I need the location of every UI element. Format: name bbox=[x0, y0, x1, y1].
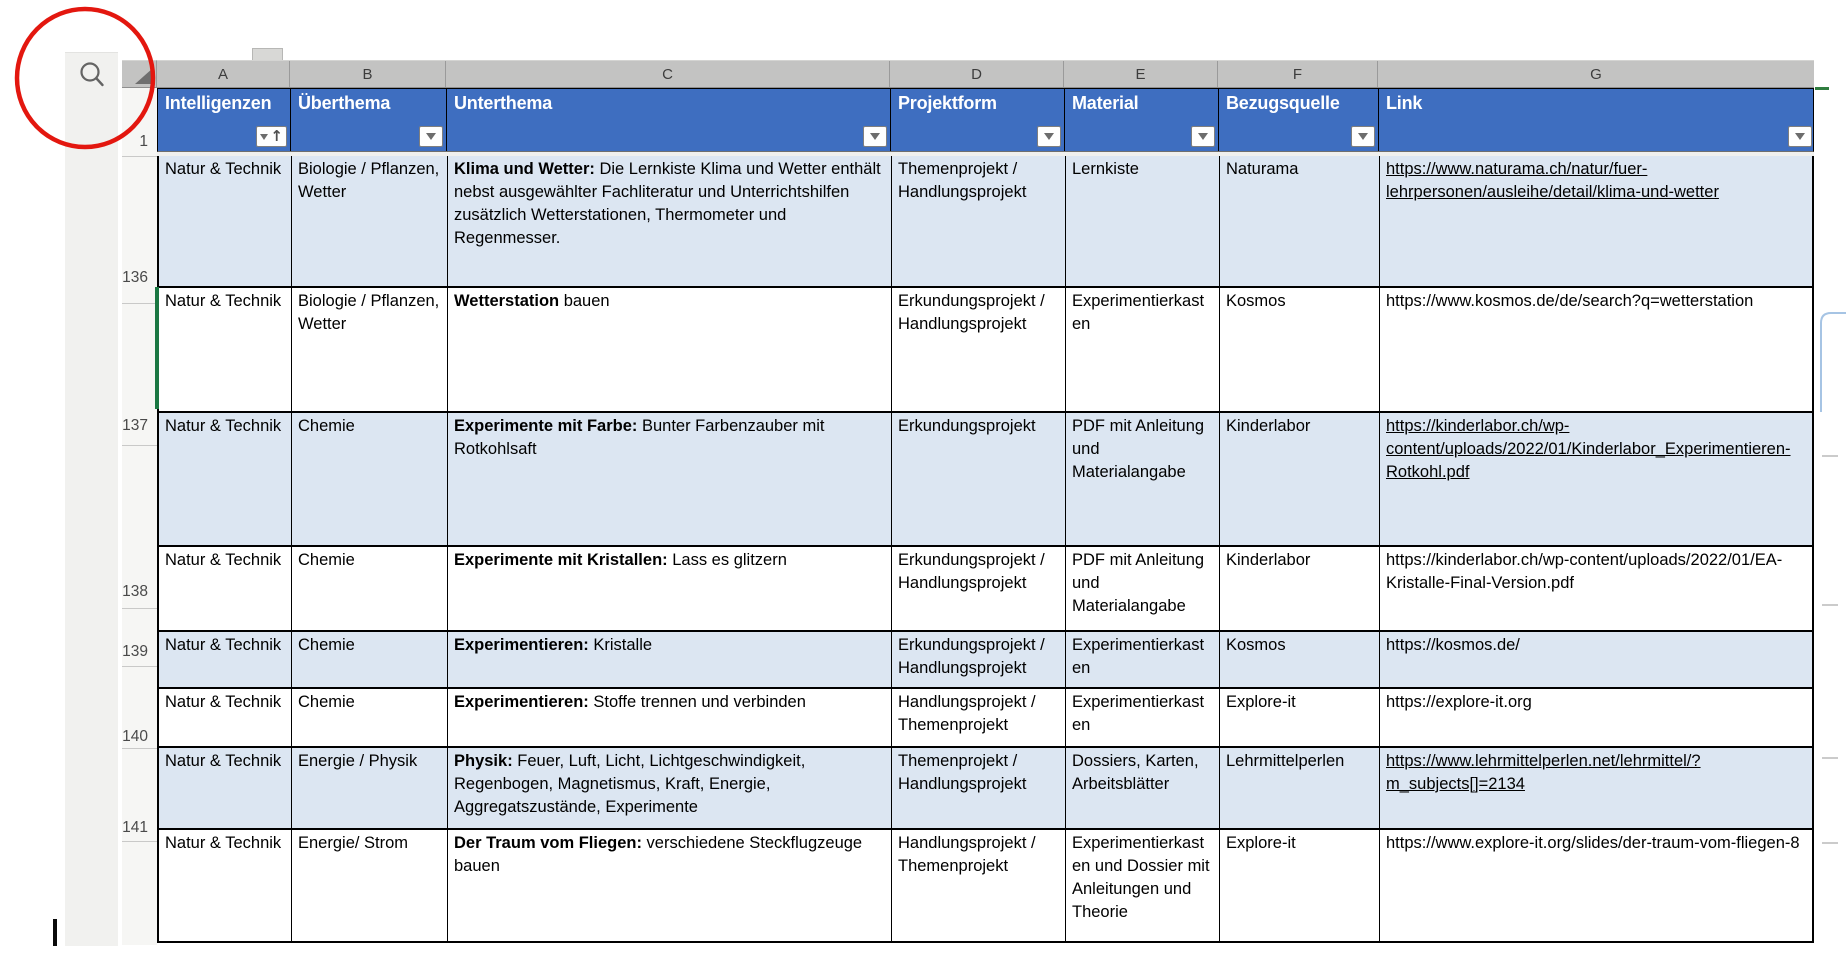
link-cell[interactable] bbox=[1380, 748, 1812, 828]
header-label: Bezugsquelle bbox=[1226, 93, 1340, 113]
row-separator bbox=[122, 445, 157, 446]
row-number[interactable]: 137 bbox=[122, 417, 148, 434]
row-number[interactable]: 139 bbox=[122, 643, 148, 660]
cell[interactable]: Experimentierkasten bbox=[1066, 632, 1220, 687]
filter-button[interactable] bbox=[1788, 126, 1812, 147]
row-number[interactable]: 1 bbox=[139, 133, 148, 150]
select-all-triangle-icon bbox=[135, 68, 153, 84]
cell-bold-text: Experimente mit Farbe: bbox=[454, 417, 638, 435]
sort-ascending-icon: ↑ bbox=[270, 127, 283, 145]
cell-bold-text: Physik: bbox=[454, 752, 513, 770]
header-cell-intelligenzen[interactable] bbox=[158, 89, 291, 151]
shape-outline-fragment bbox=[1821, 313, 1846, 412]
select-all-corner[interactable] bbox=[122, 60, 157, 88]
link-text[interactable]: https://www.kosmos.de/de/search?q=wetterstation bbox=[1386, 292, 1754, 310]
header-label: Intelligenzen bbox=[165, 93, 272, 113]
cell[interactable]: Erkundungsprojekt / Handlungsprojekt bbox=[892, 288, 1066, 411]
green-edge-mark bbox=[1815, 87, 1829, 90]
cell[interactable]: Natur & Technik bbox=[159, 689, 292, 746]
cell[interactable]: Kinderlabor bbox=[1220, 413, 1380, 545]
cell[interactable]: Handlungsprojekt / Themenprojekt bbox=[892, 689, 1066, 746]
cell-text: Lass es glitzern bbox=[667, 551, 787, 569]
row-header-strip bbox=[122, 88, 157, 945]
table-row bbox=[159, 411, 1812, 545]
cell[interactable]: Chemie bbox=[292, 413, 448, 545]
cell-text: Kristalle bbox=[588, 636, 653, 654]
link-cell[interactable] bbox=[1380, 413, 1812, 545]
page-break-dash bbox=[1822, 604, 1838, 606]
cell[interactable]: Explore-it bbox=[1220, 830, 1380, 941]
cell-text: bauen bbox=[559, 292, 610, 310]
cell[interactable] bbox=[448, 748, 892, 828]
cell-text: Stoffe trennen und verbinden bbox=[588, 693, 806, 711]
row-separator bbox=[122, 748, 157, 749]
link-cell[interactable] bbox=[1380, 632, 1812, 687]
cell-bold-text: Experimentieren: bbox=[454, 636, 589, 654]
filter-button[interactable] bbox=[1037, 126, 1061, 147]
header-label: Material bbox=[1072, 93, 1139, 113]
column-letter-e[interactable]: E bbox=[1064, 61, 1218, 87]
link-cell[interactable] bbox=[1380, 547, 1812, 630]
text-cursor-mark bbox=[53, 919, 57, 946]
column-letter-c[interactable]: C bbox=[446, 61, 890, 87]
table-row bbox=[159, 746, 1812, 828]
cell-text: Die Lernkiste Klima und Wetter enthält nebst ausgewählter Fachliteratur und Unterrichtshilfen zusätzlich Wetterstationen, Thermometer und Regenmesser. bbox=[454, 160, 881, 247]
cell[interactable]: Experimentierkasten und Dossier mit Anleitungen und Theorie bbox=[1066, 830, 1220, 941]
cell-bold-text: Wetterstation bbox=[454, 292, 560, 310]
filter-dropdown-icon bbox=[1795, 133, 1805, 140]
header-cell-material[interactable] bbox=[1065, 89, 1219, 151]
cell[interactable] bbox=[448, 830, 892, 941]
cell[interactable]: Handlungsprojekt / Themenprojekt bbox=[892, 830, 1066, 941]
header-cell-bezugsquelle[interactable] bbox=[1219, 89, 1379, 151]
cell[interactable]: Lehrmittelperlen bbox=[1220, 748, 1380, 828]
cell[interactable]: Chemie bbox=[292, 689, 448, 746]
table bbox=[157, 88, 1814, 943]
header-cell-unterthema[interactable] bbox=[447, 89, 891, 151]
search-icon[interactable] bbox=[0, 0, 130, 110]
header-label: Unterthema bbox=[454, 93, 553, 113]
column-header-strip bbox=[157, 60, 1814, 88]
column-letter-b[interactable]: B bbox=[290, 61, 446, 87]
link-text[interactable]: https://www.naturama.ch/natur/fuer-lehrpersonen/ausleihe/detail/klima-und-wetter bbox=[1386, 160, 1719, 201]
page-break-dash bbox=[1822, 455, 1838, 457]
link-text[interactable]: https://www.explore-it.org/slides/der-traum-vom-fliegen-8 bbox=[1386, 834, 1800, 852]
cell[interactable]: Kosmos bbox=[1220, 288, 1380, 411]
cell[interactable]: Naturama bbox=[1220, 156, 1380, 286]
row-separator bbox=[122, 303, 157, 304]
column-letter-a[interactable]: A bbox=[157, 61, 290, 87]
column-letter-g[interactable]: G bbox=[1590, 65, 1602, 83]
cell[interactable]: Kosmos bbox=[1220, 632, 1380, 687]
cell[interactable] bbox=[448, 632, 892, 687]
link-cell[interactable] bbox=[1380, 830, 1812, 941]
cell[interactable]: PDF mit Anleitung und Materialangabe bbox=[1066, 547, 1220, 630]
cell[interactable]: Explore-it bbox=[1220, 689, 1380, 746]
link-cell[interactable] bbox=[1380, 156, 1812, 286]
cell[interactable]: Energie/ Strom bbox=[292, 830, 448, 941]
filter-button[interactable] bbox=[1351, 126, 1375, 147]
cell[interactable]: Erkundungsprojekt / Handlungsprojekt bbox=[892, 547, 1066, 630]
cell[interactable]: Lernkiste bbox=[1066, 156, 1220, 286]
cell[interactable]: Experimentierkasten bbox=[1066, 689, 1220, 746]
cell[interactable]: PDF mit Anleitung und Materialangabe bbox=[1066, 413, 1220, 545]
row-number[interactable]: 138 bbox=[122, 583, 148, 600]
cell[interactable] bbox=[448, 288, 892, 411]
cell[interactable]: Kinderlabor bbox=[1220, 547, 1380, 630]
link-text[interactable]: https://kinderlabor.ch/wp-content/uploads/2022/01/EA-Kristalle-Final-Version.pdf bbox=[1386, 551, 1783, 592]
header-cell-link[interactable] bbox=[1379, 89, 1815, 151]
cell[interactable]: Chemie bbox=[292, 547, 448, 630]
cell[interactable] bbox=[448, 689, 892, 746]
active-cell-border bbox=[155, 287, 159, 409]
table-row bbox=[159, 828, 1812, 941]
cell[interactable]: Erkundungsprojekt bbox=[892, 413, 1066, 545]
cell[interactable]: Natur & Technik bbox=[159, 288, 292, 411]
page-break-dash bbox=[1822, 842, 1838, 844]
link-text[interactable]: https://explore-it.org bbox=[1386, 693, 1532, 711]
filter-sort-button[interactable] bbox=[256, 126, 287, 147]
table-row bbox=[159, 687, 1812, 746]
cell[interactable]: Themenprojekt / Handlungsprojekt bbox=[892, 748, 1066, 828]
table-body bbox=[157, 156, 1814, 943]
filter-dropdown-icon bbox=[426, 133, 436, 140]
filter-button[interactable] bbox=[1191, 126, 1215, 147]
filter-button[interactable] bbox=[419, 126, 443, 147]
header-label: Projektform bbox=[898, 93, 997, 113]
filter-dropdown-icon bbox=[1198, 133, 1208, 140]
cell-text: Bunter Farbenzauber mit Rotkohlsaft bbox=[454, 417, 825, 458]
row-separator bbox=[122, 156, 157, 157]
link-cell[interactable] bbox=[1380, 689, 1812, 746]
left-panel bbox=[65, 52, 118, 946]
cell[interactable]: Themenprojekt / Handlungsprojekt bbox=[892, 156, 1066, 286]
cell[interactable]: Biologie / Pflanzen, Wetter bbox=[292, 288, 448, 411]
cell[interactable]: Energie / Physik bbox=[292, 748, 448, 828]
link-text[interactable]: https://kinderlabor.ch/wp-content/uploads/2022/01/Kinderlabor_Experimentieren-Rotkohl.pdf bbox=[1386, 417, 1791, 481]
cell[interactable] bbox=[448, 547, 892, 630]
link-text[interactable]: https://www.lehrmittelperlen.net/lehrmittel/?m_subjects[]=2134 bbox=[1386, 752, 1701, 793]
column-edge-tab bbox=[252, 48, 283, 60]
cell[interactable]: Dossiers, Karten, Arbeitsblätter bbox=[1066, 748, 1220, 828]
table-row bbox=[159, 545, 1812, 630]
header-cell-ueberthema[interactable] bbox=[291, 89, 447, 151]
table-row bbox=[159, 156, 1812, 286]
cell-bold-text: Der Traum vom Fliegen: bbox=[454, 834, 642, 852]
cell[interactable]: Chemie bbox=[292, 632, 448, 687]
link-text[interactable]: https://kosmos.de/ bbox=[1386, 636, 1520, 654]
row-separator bbox=[122, 841, 157, 842]
header-label: Überthema bbox=[298, 93, 391, 113]
table-header-row bbox=[157, 88, 1814, 152]
cell[interactable] bbox=[448, 156, 892, 286]
cell[interactable]: Experimentierkasten bbox=[1066, 288, 1220, 411]
cell-text: Feuer, Luft, Licht, Lichtgeschwindigkeit, Regenbogen, Magnetismus, Kraft, Energie, Aggregatszustände, Experimente bbox=[454, 752, 806, 816]
cell[interactable]: Biologie / Pflanzen, Wetter bbox=[292, 156, 448, 286]
filter-dropdown-icon bbox=[870, 133, 880, 140]
page-break-dash bbox=[1822, 757, 1838, 759]
link-cell[interactable] bbox=[1380, 288, 1812, 411]
cell[interactable]: Natur & Technik bbox=[159, 156, 292, 286]
header-label: Link bbox=[1386, 93, 1423, 113]
table-row bbox=[159, 286, 1812, 411]
column-letter-f[interactable]: F bbox=[1218, 61, 1378, 87]
row-number[interactable]: 141 bbox=[122, 819, 148, 836]
cell[interactable]: Natur & Technik bbox=[159, 632, 292, 687]
row-number[interactable]: 140 bbox=[122, 728, 148, 745]
filter-dropdown-icon bbox=[1044, 133, 1054, 140]
filter-dropdown-icon bbox=[260, 134, 268, 140]
filter-dropdown-icon bbox=[1358, 133, 1368, 140]
cell-bold-text: Experimente mit Kristallen: bbox=[454, 551, 668, 569]
cell[interactable]: Natur & Technik bbox=[159, 830, 292, 941]
cell-text: verschiedene Steckflugzeuge bauen bbox=[454, 834, 863, 875]
cell[interactable]: Natur & Technik bbox=[159, 748, 292, 828]
row-separator bbox=[122, 666, 157, 667]
cell-bold-text: Klima und Wetter: bbox=[454, 160, 595, 178]
cell-bold-text: Experimentieren: bbox=[454, 693, 589, 711]
header-cell-projektform[interactable] bbox=[891, 89, 1065, 151]
cell[interactable] bbox=[448, 413, 892, 545]
column-letter-d[interactable]: D bbox=[890, 61, 1064, 87]
row-separator bbox=[122, 608, 157, 609]
filter-button[interactable] bbox=[863, 126, 887, 147]
row-number[interactable]: 136 bbox=[122, 269, 148, 286]
cell[interactable]: Natur & Technik bbox=[159, 413, 292, 545]
cell[interactable]: Erkundungsprojekt / Handlungsprojekt bbox=[892, 632, 1066, 687]
table-row bbox=[159, 630, 1812, 687]
cell[interactable]: Natur & Technik bbox=[159, 547, 292, 630]
